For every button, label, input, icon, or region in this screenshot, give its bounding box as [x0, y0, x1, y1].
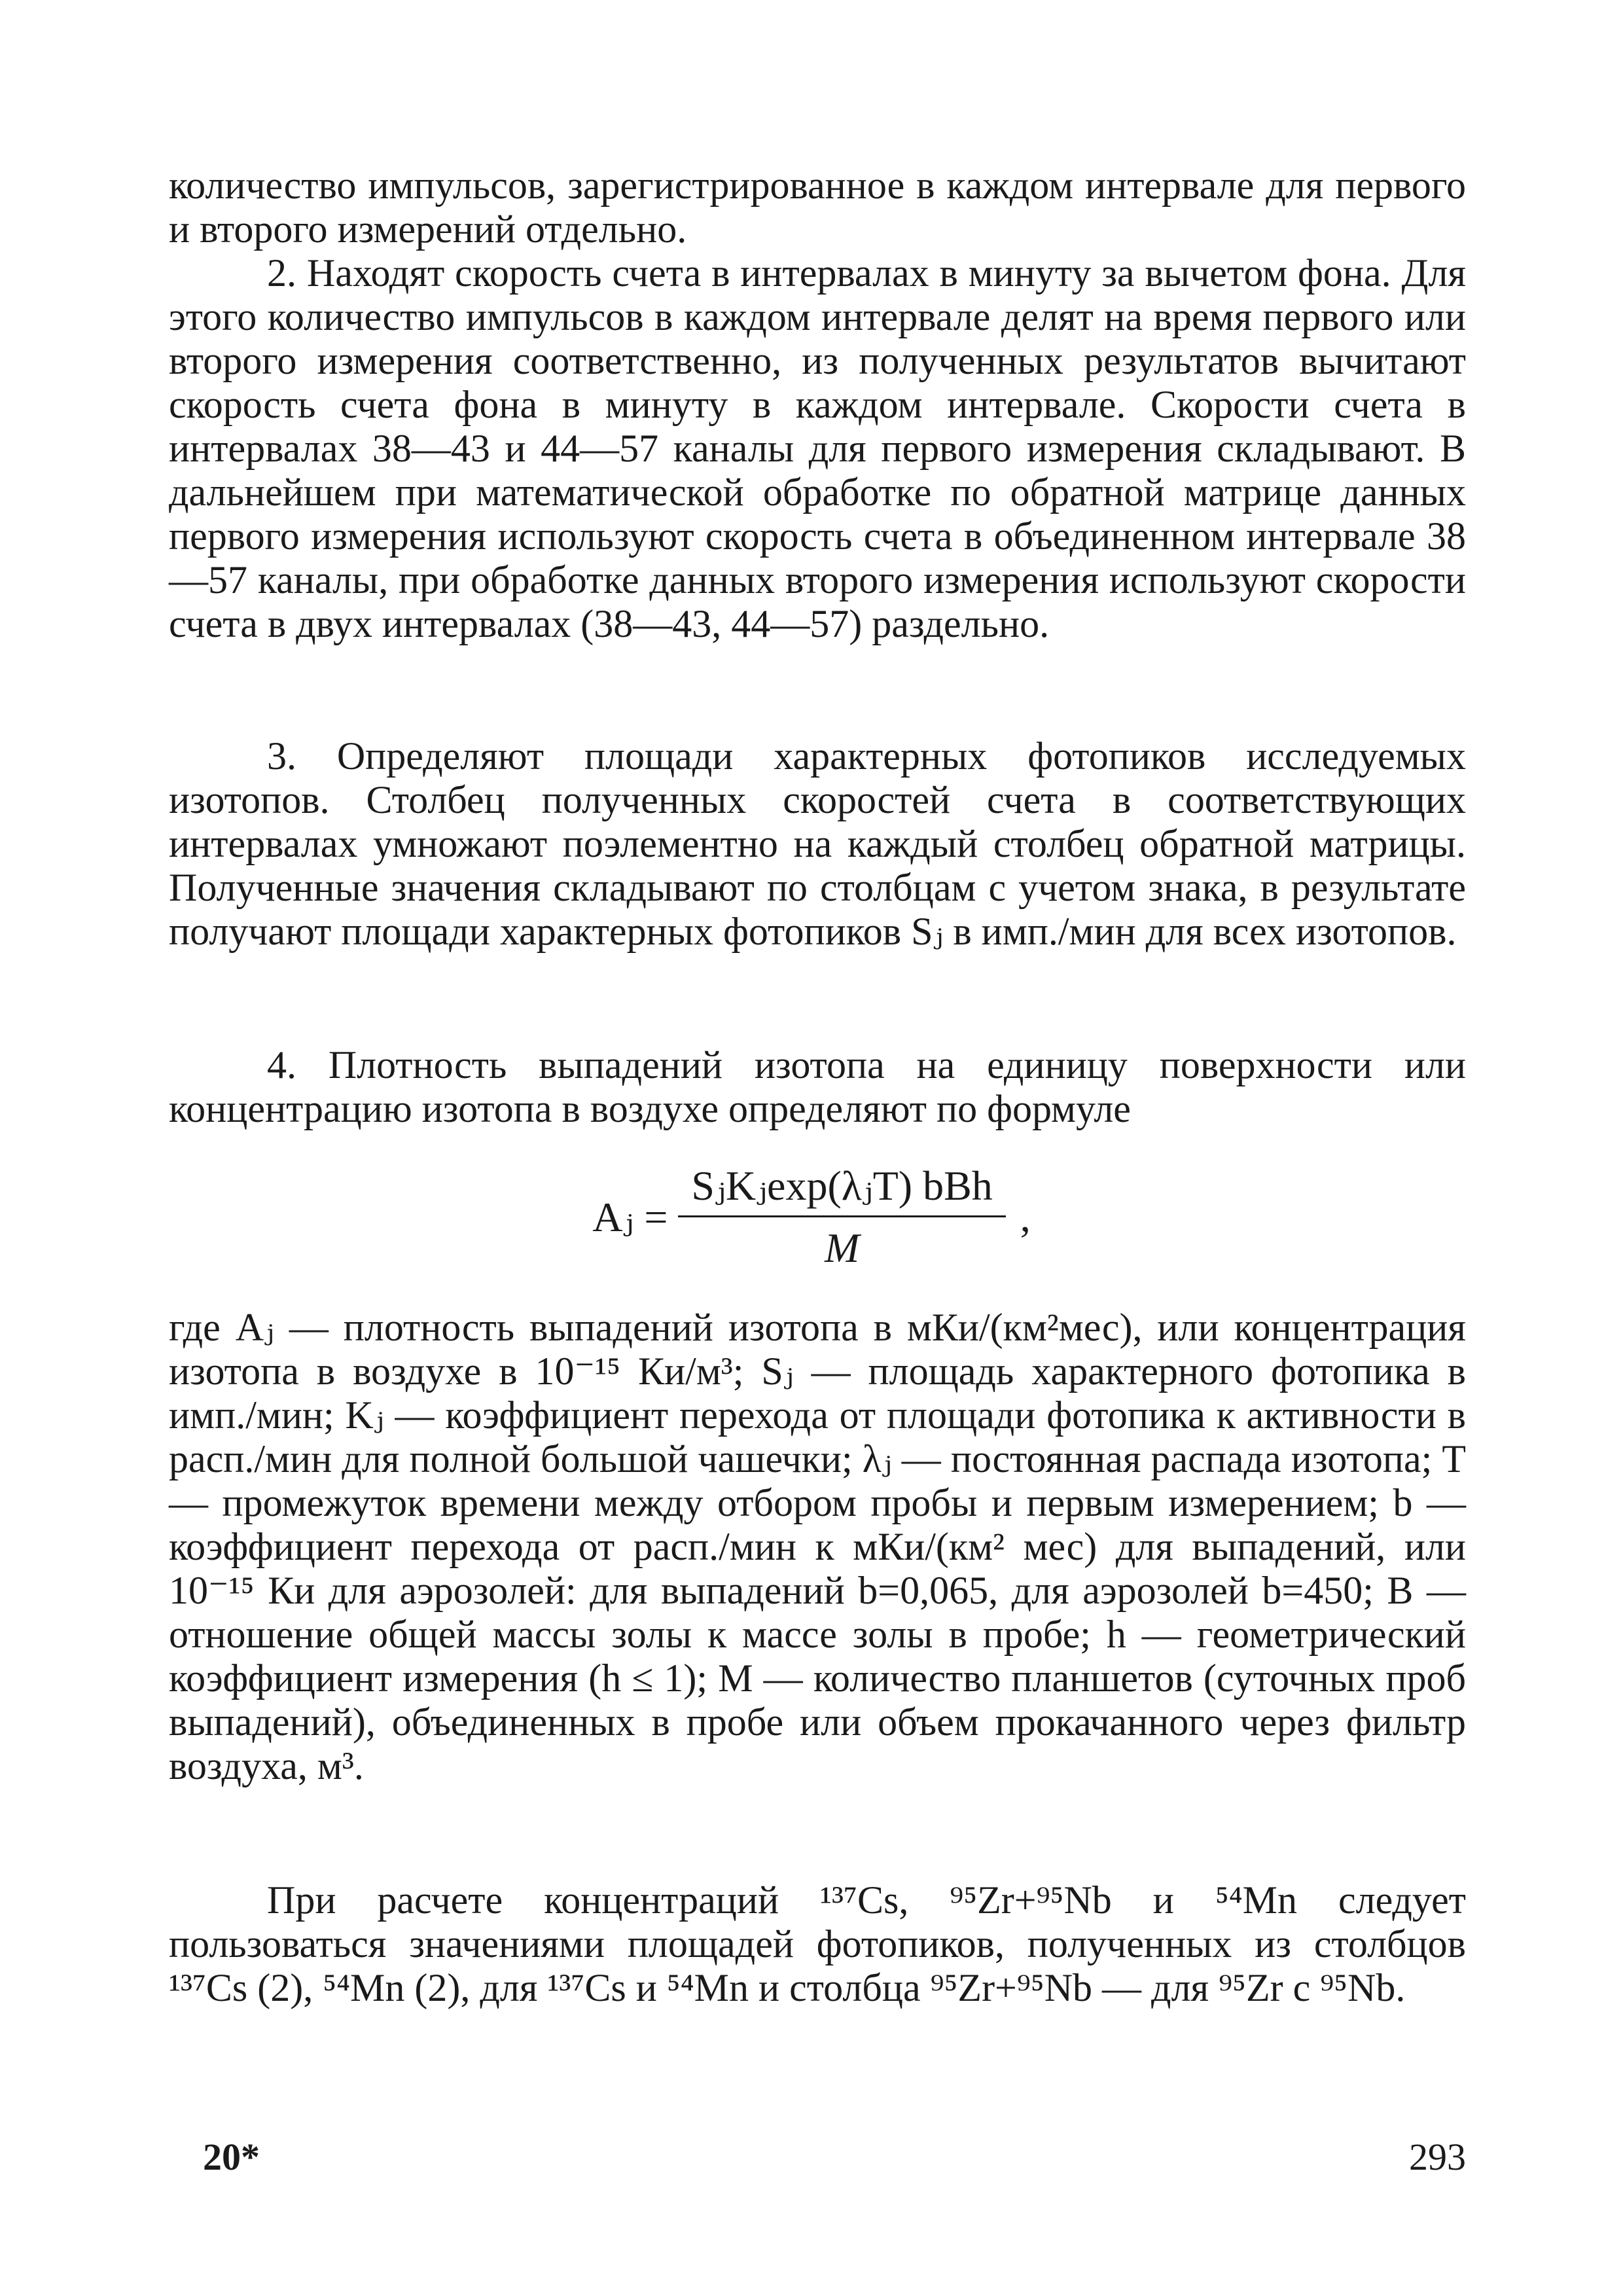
page-footer: [203, 2135, 1466, 2179]
page-number: 293: [1409, 2136, 1466, 2178]
formula-fraction: [678, 1162, 1005, 1272]
formula-trailing: ,: [1020, 1193, 1031, 1240]
formula-denominator: M: [824, 1225, 860, 1271]
paragraph-text: 2. Находят скорость счета в интервалах в минуту за вычетом фона. Для этого количество импульсов в каждом интервале делят на время первого или второго измерения соответственно, из полученных результатов вычитают скорость счета фона в минуту в каждом интервале. Скорости счета в интервалах 38—43 и 44—57 каналы для первого измерения складывают. В дальнейшем при математической обработке по обратной матрице данных первого измерения используют скорость счета в объединенном интервале 38—57 каналы, при обработке данных второго измерения используют скорости счета в двух интервалах (38—43, 44—57) раздельно.: [169, 251, 1466, 645]
formula: [0, 1162, 1623, 1272]
paragraph-step-3: [169, 734, 1466, 954]
paragraph-step-2: [169, 251, 1466, 646]
formula-lhs: Aⱼ =: [592, 1193, 668, 1240]
paragraph-continuation: [169, 164, 1466, 251]
paragraph-step-4: [169, 1043, 1466, 1131]
paragraph-note: [169, 1878, 1466, 2010]
paragraph-text: где Aⱼ — плотность выпадений изотопа в мКи/(км²мес), или концентрация изотопа в воздухе в 10⁻¹⁵ Ки/м³; Sⱼ — площадь характерного фотопика в имп./мин; Kⱼ — коэффициент перехода от площади фотопика к активности в расп./мин для полной большой чашечки; λⱼ — постоянная распада изотопа; T — промежуток времени между отбором пробы и первым измерением; b — коэффициент перехода от расп./мин к мКи/(км² мес) для выпадений, или 10⁻¹⁵ Ки для аэрозолей: для выпадений b=0,065, для аэрозолей b=450; B — отношение общей массы золы к массе золы в пробе; h — геометрический коэффициент измерения (h ≤ 1); M — количество планшетов (суточных проб выпадений), объединенных в пробе или объем прокачанного через фильтр воздуха, м³.: [169, 1306, 1466, 1787]
signature-mark: 20*: [203, 2136, 260, 2178]
paragraph-text: 3. Определяют площади характерных фотопиков исследуемых изотопов. Столбец полученных скоростей счета в соответствующих интервалах умножают поэлементно на каждый столбец обратной матрицы. Полученные значения складывают по столбцам с учетом знака, в результате получают площади характерных фотопиков Sⱼ в имп./мин для всех изотопов.: [169, 734, 1466, 953]
formula-numerator: SⱼKⱼexp(λⱼT) bBh: [678, 1162, 1005, 1217]
paragraph-text: 4. Плотность выпадений изотопа на единицу поверхности или концентрацию изотопа в воздухе определяют по формуле: [169, 1043, 1466, 1130]
formula-explanation: [169, 1306, 1466, 1788]
paragraph-text: количество импульсов, зарегистрированное в каждом интервале для первого и второго измерений отдельно.: [169, 164, 1466, 251]
paragraph-text: При расчете концентраций ¹³⁷Cs, ⁹⁵Zr+⁹⁵Nb и ⁵⁴Mn следует пользоваться значениями площадей фотопиков, полученных из столбцов ¹³⁷Cs (2), ⁵⁴Mn (2), для ¹³⁷Cs и ⁵⁴Mn и столбца ⁹⁵Zr+⁹⁵Nb — для ⁹⁵Zr с ⁹⁵Nb.: [169, 1878, 1466, 2009]
